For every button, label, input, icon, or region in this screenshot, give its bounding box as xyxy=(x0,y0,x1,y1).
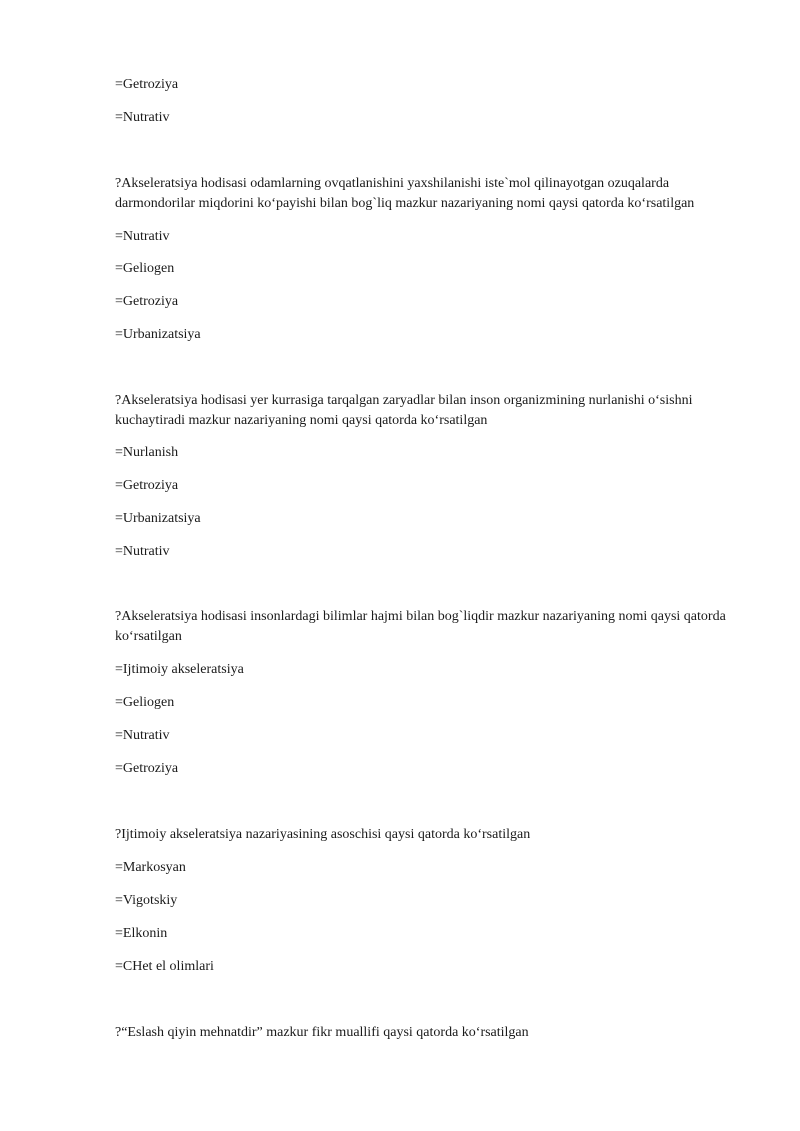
question-text: ?Akseleratsiya hodisasi yer kurrasiga tarqalgan zaryadlar bilan inson organizmining nurlanishi oʻsishni kuchaytiradi mazkur nazariyaning nomi qaysi qatorda koʻrsatilgan xyxy=(115,393,693,428)
question-text: ?Akseleratsiya hodisasi odamlarning ovqatlanishini yaxshilanishi iste`mol qilinayotgan ozuqalarda darmondorilar miqdorini koʻpayishi bilan bog`liq mazkur nazariyaning nomi qaysi qatorda koʻrsatilgan xyxy=(115,176,695,211)
answer-option: =Getroziya xyxy=(115,478,179,493)
answer-option: =Markosyan xyxy=(115,860,186,875)
answer-option: =Elkonin xyxy=(115,926,168,941)
answer-option: =Urbanizatsiya xyxy=(115,511,201,526)
answer-option: =Nurlanish xyxy=(115,445,179,460)
answer-option: =Getroziya xyxy=(115,294,179,309)
answer-option: =Geliogen xyxy=(115,261,175,276)
answer-option: =CHet el olimlari xyxy=(115,959,214,974)
answer-option: =Nutrativ xyxy=(115,728,170,743)
answer-option: =Ijtimoiy akseleratsiya xyxy=(115,662,244,677)
answer-option: =Getroziya xyxy=(115,761,179,776)
answer-option: =Getroziya xyxy=(115,77,179,92)
answer-option: =Nutrativ xyxy=(115,544,170,559)
answer-option: =Urbanizatsiya xyxy=(115,327,201,342)
answer-option: =Vigotskiy xyxy=(115,893,178,908)
answer-option: =Nutrativ xyxy=(115,229,170,244)
answer-option: =Nutrativ xyxy=(115,110,170,125)
question-text: ?Akseleratsiya hodisasi insonlardagi bilimlar hajmi bilan bog`liqdir mazkur nazariyaning nomi qaysi qatorda koʻrsatilgan xyxy=(115,609,726,644)
answer-option: =Geliogen xyxy=(115,695,175,710)
question-text: ?Ijtimoiy akseleratsiya nazariyasining asoschisi qaysi qatorda koʻrsatilgan xyxy=(115,827,531,842)
question-text: ?“Eslash qiyin mehnatdir” mazkur fikr muallifi qaysi qatorda koʻrsatilgan xyxy=(115,1025,529,1040)
